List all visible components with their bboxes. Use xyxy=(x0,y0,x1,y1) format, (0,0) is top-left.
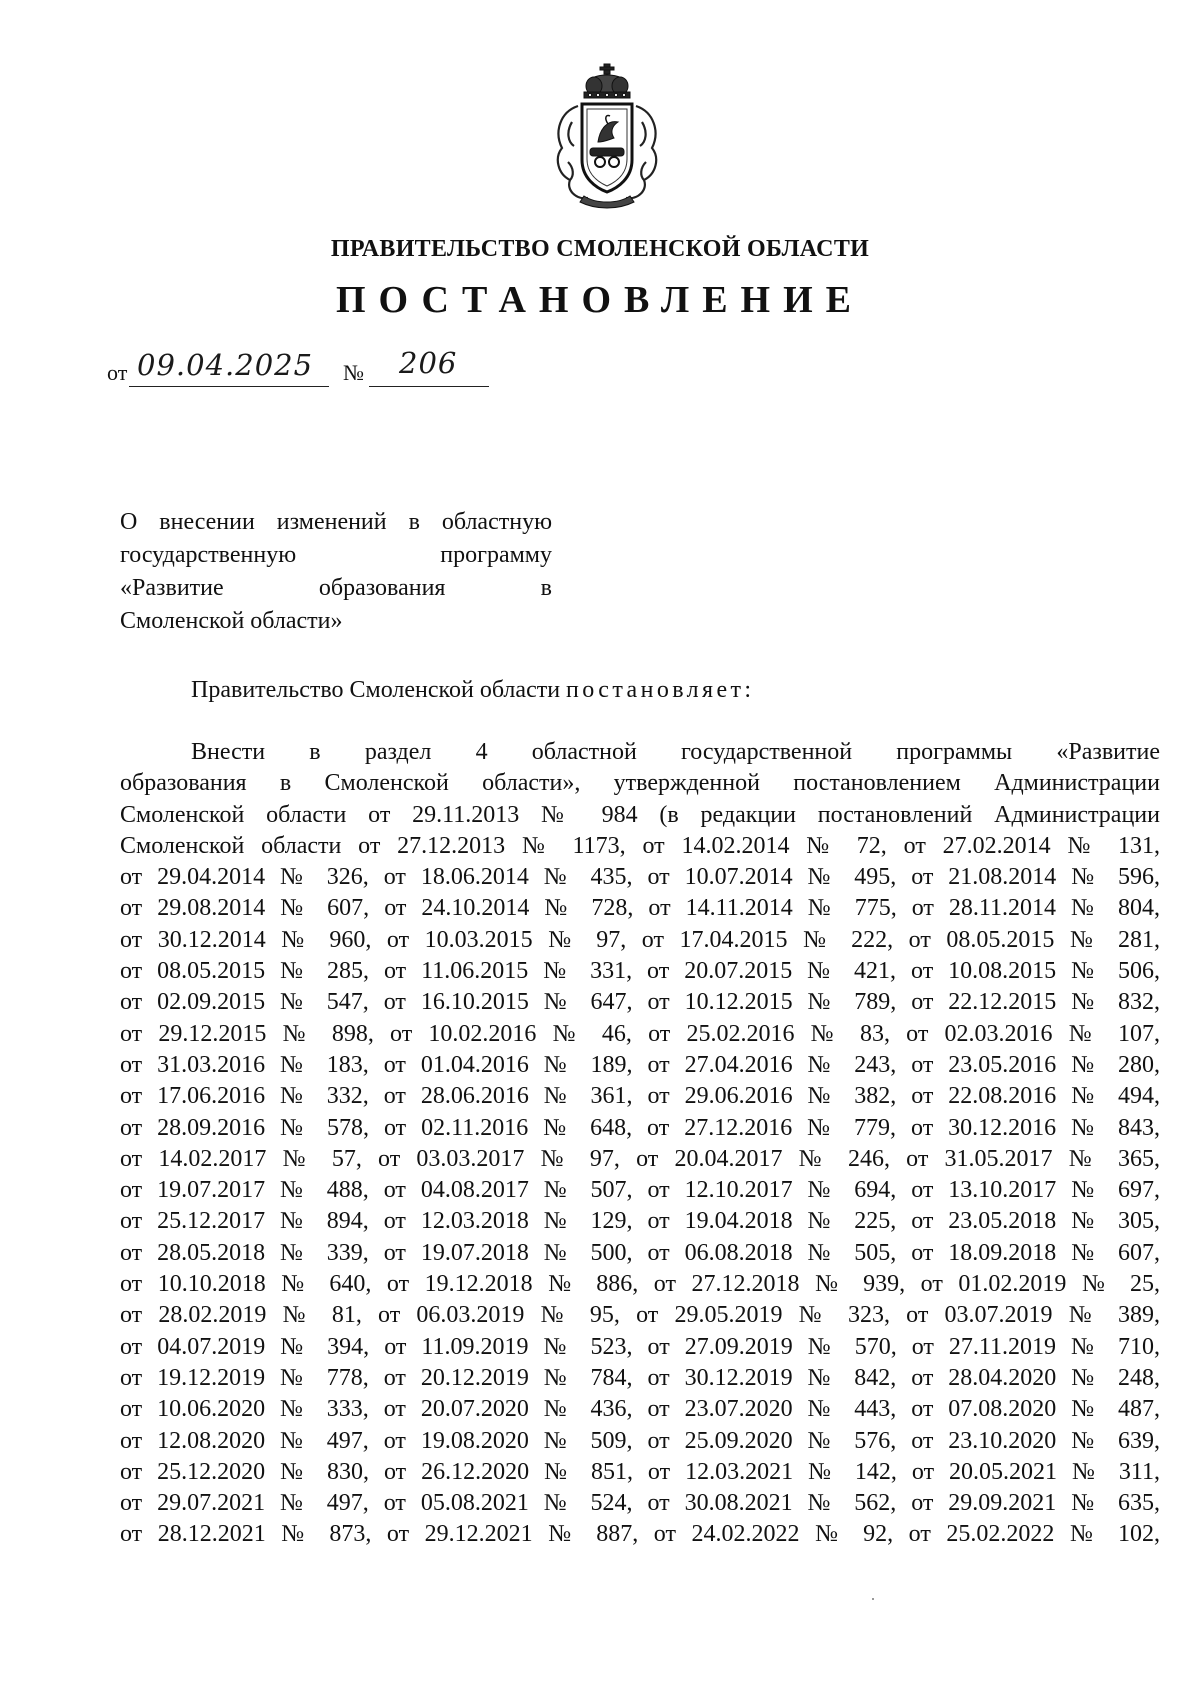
body-line: от 04.07.2019 № 394, от 11.09.2019 № 523, от 27.09.2019 № 570, от 27.11.2019 № 710, xyxy=(120,1333,1160,1360)
body-line: от 19.07.2017 № 488, от 04.08.2017 № 507, от 12.10.2017 № 694, от 13.10.2017 № 697, xyxy=(120,1177,1160,1204)
date-number-line xyxy=(107,348,567,388)
number-prefix: № xyxy=(343,360,364,385)
body-line: Смоленской области от 29.11.2013 № 984 (в редакции постановлений Администрации xyxy=(120,801,1160,828)
body-line: от 29.04.2014 № 326, от 18.06.2014 № 435, от 10.07.2014 № 495, от 21.08.2014 № 596, xyxy=(120,864,1160,891)
date-underline xyxy=(129,386,329,387)
body-line: образования в Смоленской области», утвержденной постановлением Администрации xyxy=(120,770,1160,797)
resolves-verb: постановляет: xyxy=(566,677,755,703)
subject-line: О внесении изменений в областную xyxy=(120,509,552,535)
resolves-prefix: Правительство Смоленской области xyxy=(191,677,561,703)
body-line: от 29.07.2021 № 497, от 05.08.2021 № 524, от 30.08.2021 № 562, от 29.09.2021 № 635, xyxy=(120,1490,1160,1517)
body-line: от 28.09.2016 № 578, от 02.11.2016 № 648, от 27.12.2016 № 779, от 30.12.2016 № 843, xyxy=(120,1114,1160,1141)
subject-line: Смоленской области» xyxy=(120,608,343,634)
subject-line: «Развитие образования в xyxy=(120,575,552,601)
subject-line: государственную программу xyxy=(120,542,552,568)
scan-speck xyxy=(872,1598,874,1600)
body-line: от 12.08.2020 № 497, от 19.08.2020 № 509, от 25.09.2020 № 576, от 23.10.2020 № 639, xyxy=(120,1427,1160,1454)
document-type-heading: ПОСТАНОВЛЕНИЕ xyxy=(335,279,865,321)
body-line: от 28.02.2019 № 81, от 06.03.2019 № 95, от 29.05.2019 № 323, от 03.07.2019 № 389, xyxy=(120,1302,1160,1329)
date-handwritten: 09.04.2025 xyxy=(137,348,314,382)
body-line: Внести в раздел 4 областной государственной программы «Развитие xyxy=(191,739,1160,765)
body-line: от 29.12.2015 № 898, от 10.02.2016 № 46, от 25.02.2016 № 83, от 02.03.2016 № 107, xyxy=(120,1020,1160,1047)
body-line: от 29.08.2014 № 607, от 24.10.2014 № 728, от 14.11.2014 № 775, от 28.11.2014 № 804, xyxy=(120,895,1160,922)
body-line: от 25.12.2020 № 830, от 26.12.2020 № 851, от 12.03.2021 № 142, от 20.05.2021 № 311, xyxy=(120,1458,1160,1485)
body-line: Смоленской области от 27.12.2013 № 1173, от 14.02.2014 № 72, от 27.02.2014 № 131, xyxy=(120,832,1160,859)
body-line: от 10.10.2018 № 640, от 19.12.2018 № 886, от 27.12.2018 № 939, от 01.02.2019 № 25, xyxy=(120,1271,1160,1298)
body-line: от 17.06.2016 № 332, от 28.06.2016 № 361, от 29.06.2016 № 382, от 22.08.2016 № 494, xyxy=(120,1083,1160,1110)
document-subject xyxy=(120,506,552,638)
government-title: ПРАВИТЕЛЬСТВО СМОЛЕНСКОЙ ОБЛАСТИ xyxy=(330,236,870,262)
body-line: от 19.12.2019 № 778, от 20.12.2019 № 784, от 30.12.2019 № 842, от 28.04.2020 № 248, xyxy=(120,1364,1160,1391)
body-line: от 28.05.2018 № 339, от 19.07.2018 № 500, от 06.08.2018 № 505, от 18.09.2018 № 607, xyxy=(120,1239,1160,1266)
body-line: от 10.06.2020 № 333, от 20.07.2020 № 436, от 23.07.2020 № 443, от 07.08.2020 № 487, xyxy=(120,1396,1160,1423)
number-underline xyxy=(369,386,489,387)
body-line: от 02.09.2015 № 547, от 16.10.2015 № 647, от 10.12.2015 № 789, от 22.12.2015 № 832, xyxy=(120,989,1160,1016)
resolves-line xyxy=(191,677,754,704)
body-line: от 31.03.2016 № 183, от 01.04.2016 № 189, от 27.04.2016 № 243, от 23.05.2016 № 280, xyxy=(120,1051,1160,1078)
body-line: от 14.02.2017 № 57, от 03.03.2017 № 97, от 20.04.2017 № 246, от 31.05.2017 № 365, xyxy=(120,1145,1160,1172)
date-prefix: от xyxy=(107,360,128,385)
coat-of-arms-icon xyxy=(548,62,666,212)
number-handwritten: 206 xyxy=(399,346,458,380)
body-paragraph xyxy=(120,737,1160,1551)
body-line: от 30.12.2014 № 960, от 10.03.2015 № 97, от 17.04.2015 № 222, от 08.05.2015 № 281, xyxy=(120,926,1160,953)
body-line: от 28.12.2021 № 873, от 29.12.2021 № 887, от 24.02.2022 № 92, от 25.02.2022 № 102, xyxy=(120,1521,1160,1548)
body-line: от 25.12.2017 № 894, от 12.03.2018 № 129, от 19.04.2018 № 225, от 23.05.2018 № 305, xyxy=(120,1208,1160,1235)
body-line: от 08.05.2015 № 285, от 11.06.2015 № 331, от 20.07.2015 № 421, от 10.08.2015 № 506, xyxy=(120,958,1160,985)
